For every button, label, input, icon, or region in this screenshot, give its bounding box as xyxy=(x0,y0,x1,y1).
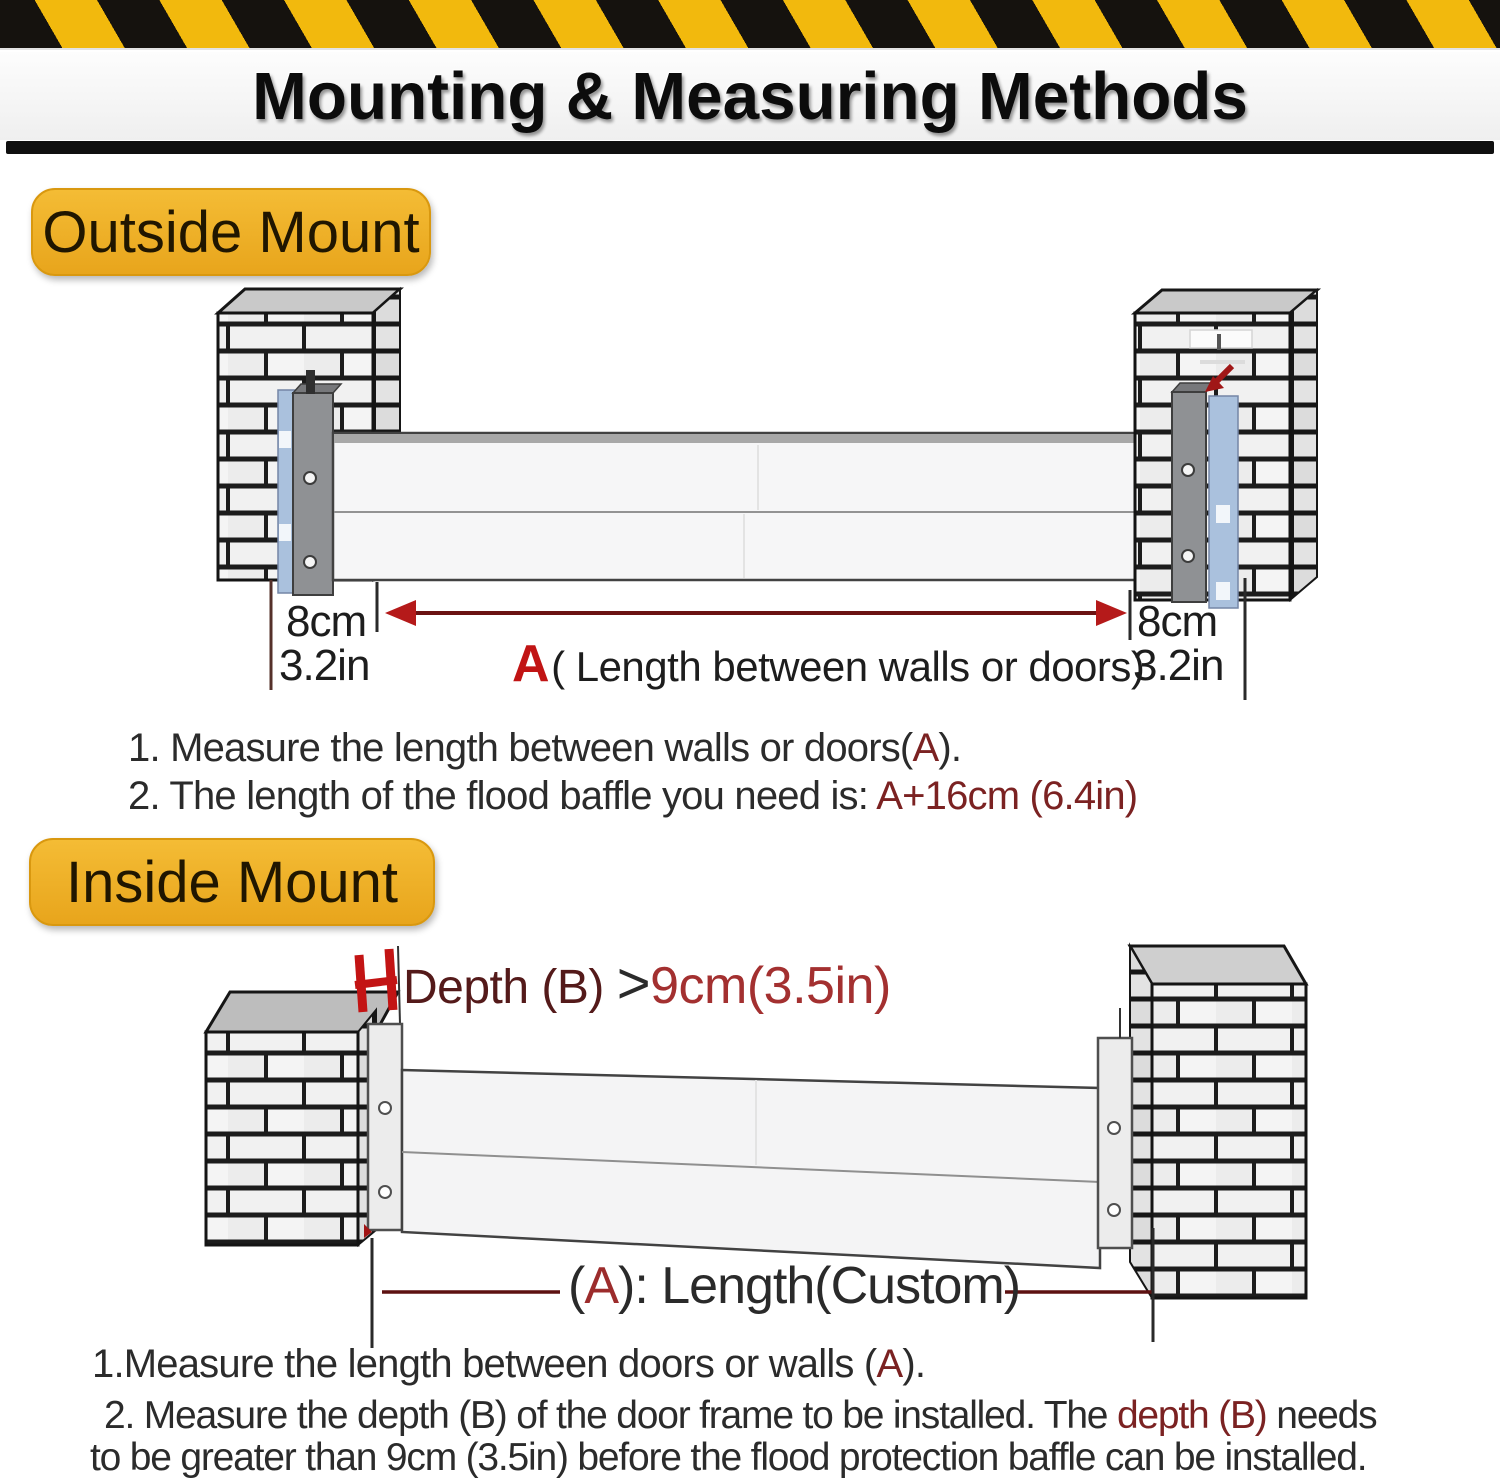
screw-hole xyxy=(1182,464,1194,476)
screw-hole xyxy=(379,1186,391,1198)
outside-mount-badge xyxy=(31,188,431,276)
outside-step-2: 2. The length of the flood baffle you need is: A+16cm (6.4in) xyxy=(128,774,1138,818)
brick-pillar-right xyxy=(1130,946,1306,1298)
flood-baffle-inside xyxy=(402,1070,1100,1268)
mounting-channel-left xyxy=(364,1024,402,1238)
outside-mount-badge-label: Outside Mount xyxy=(42,199,420,265)
inside-mount-badge xyxy=(29,838,435,926)
inside-step-2-line-2: to be greater than 9cm (3.5in) before the flood protection baffle can be installed. xyxy=(90,1436,1367,1479)
dimension-left-cm: 8cm xyxy=(286,597,367,646)
page-title: Mounting & Measuring Methods xyxy=(252,58,1248,134)
rubber-gasket-right xyxy=(1209,396,1238,608)
measure-arrow-icon xyxy=(385,600,1127,626)
dimension-right-in: 3.2in xyxy=(1133,641,1224,690)
mounting-channel-right xyxy=(1098,1008,1132,1248)
anchor-tick xyxy=(306,370,315,394)
outside-step-1: 1. Measure the length between walls or doors(A). xyxy=(128,726,962,770)
screw-hole xyxy=(304,472,316,484)
custom-length-label: (A): Length(Custom) xyxy=(568,1257,1021,1315)
inside-step-1: 1.Measure the length between doors or walls (A). xyxy=(92,1342,926,1386)
screw-hole xyxy=(1182,550,1194,562)
depth-requirement-label: Depth (B) >9cm(3.5in) xyxy=(403,951,891,1016)
screw-hole xyxy=(1108,1122,1120,1134)
length-a-symbol: A xyxy=(512,635,550,693)
flood-baffle-outside xyxy=(333,433,1175,580)
inside-step-2-line-1: 2. Measure the depth (B) of the door frame to be installed. The depth (B) needs xyxy=(104,1394,1377,1437)
dimension-left-in: 3.2in xyxy=(279,641,370,690)
screw-hole xyxy=(1108,1204,1120,1216)
dimension-right-cm: 8cm xyxy=(1137,597,1218,646)
length-a-symbol: A xyxy=(584,1257,619,1315)
screw-hole xyxy=(304,556,316,568)
length-between-walls-label: A( Length between walls or doors) xyxy=(512,635,1145,693)
inside-mount-badge-label: Inside Mount xyxy=(65,849,399,915)
screw-hole xyxy=(379,1102,391,1114)
